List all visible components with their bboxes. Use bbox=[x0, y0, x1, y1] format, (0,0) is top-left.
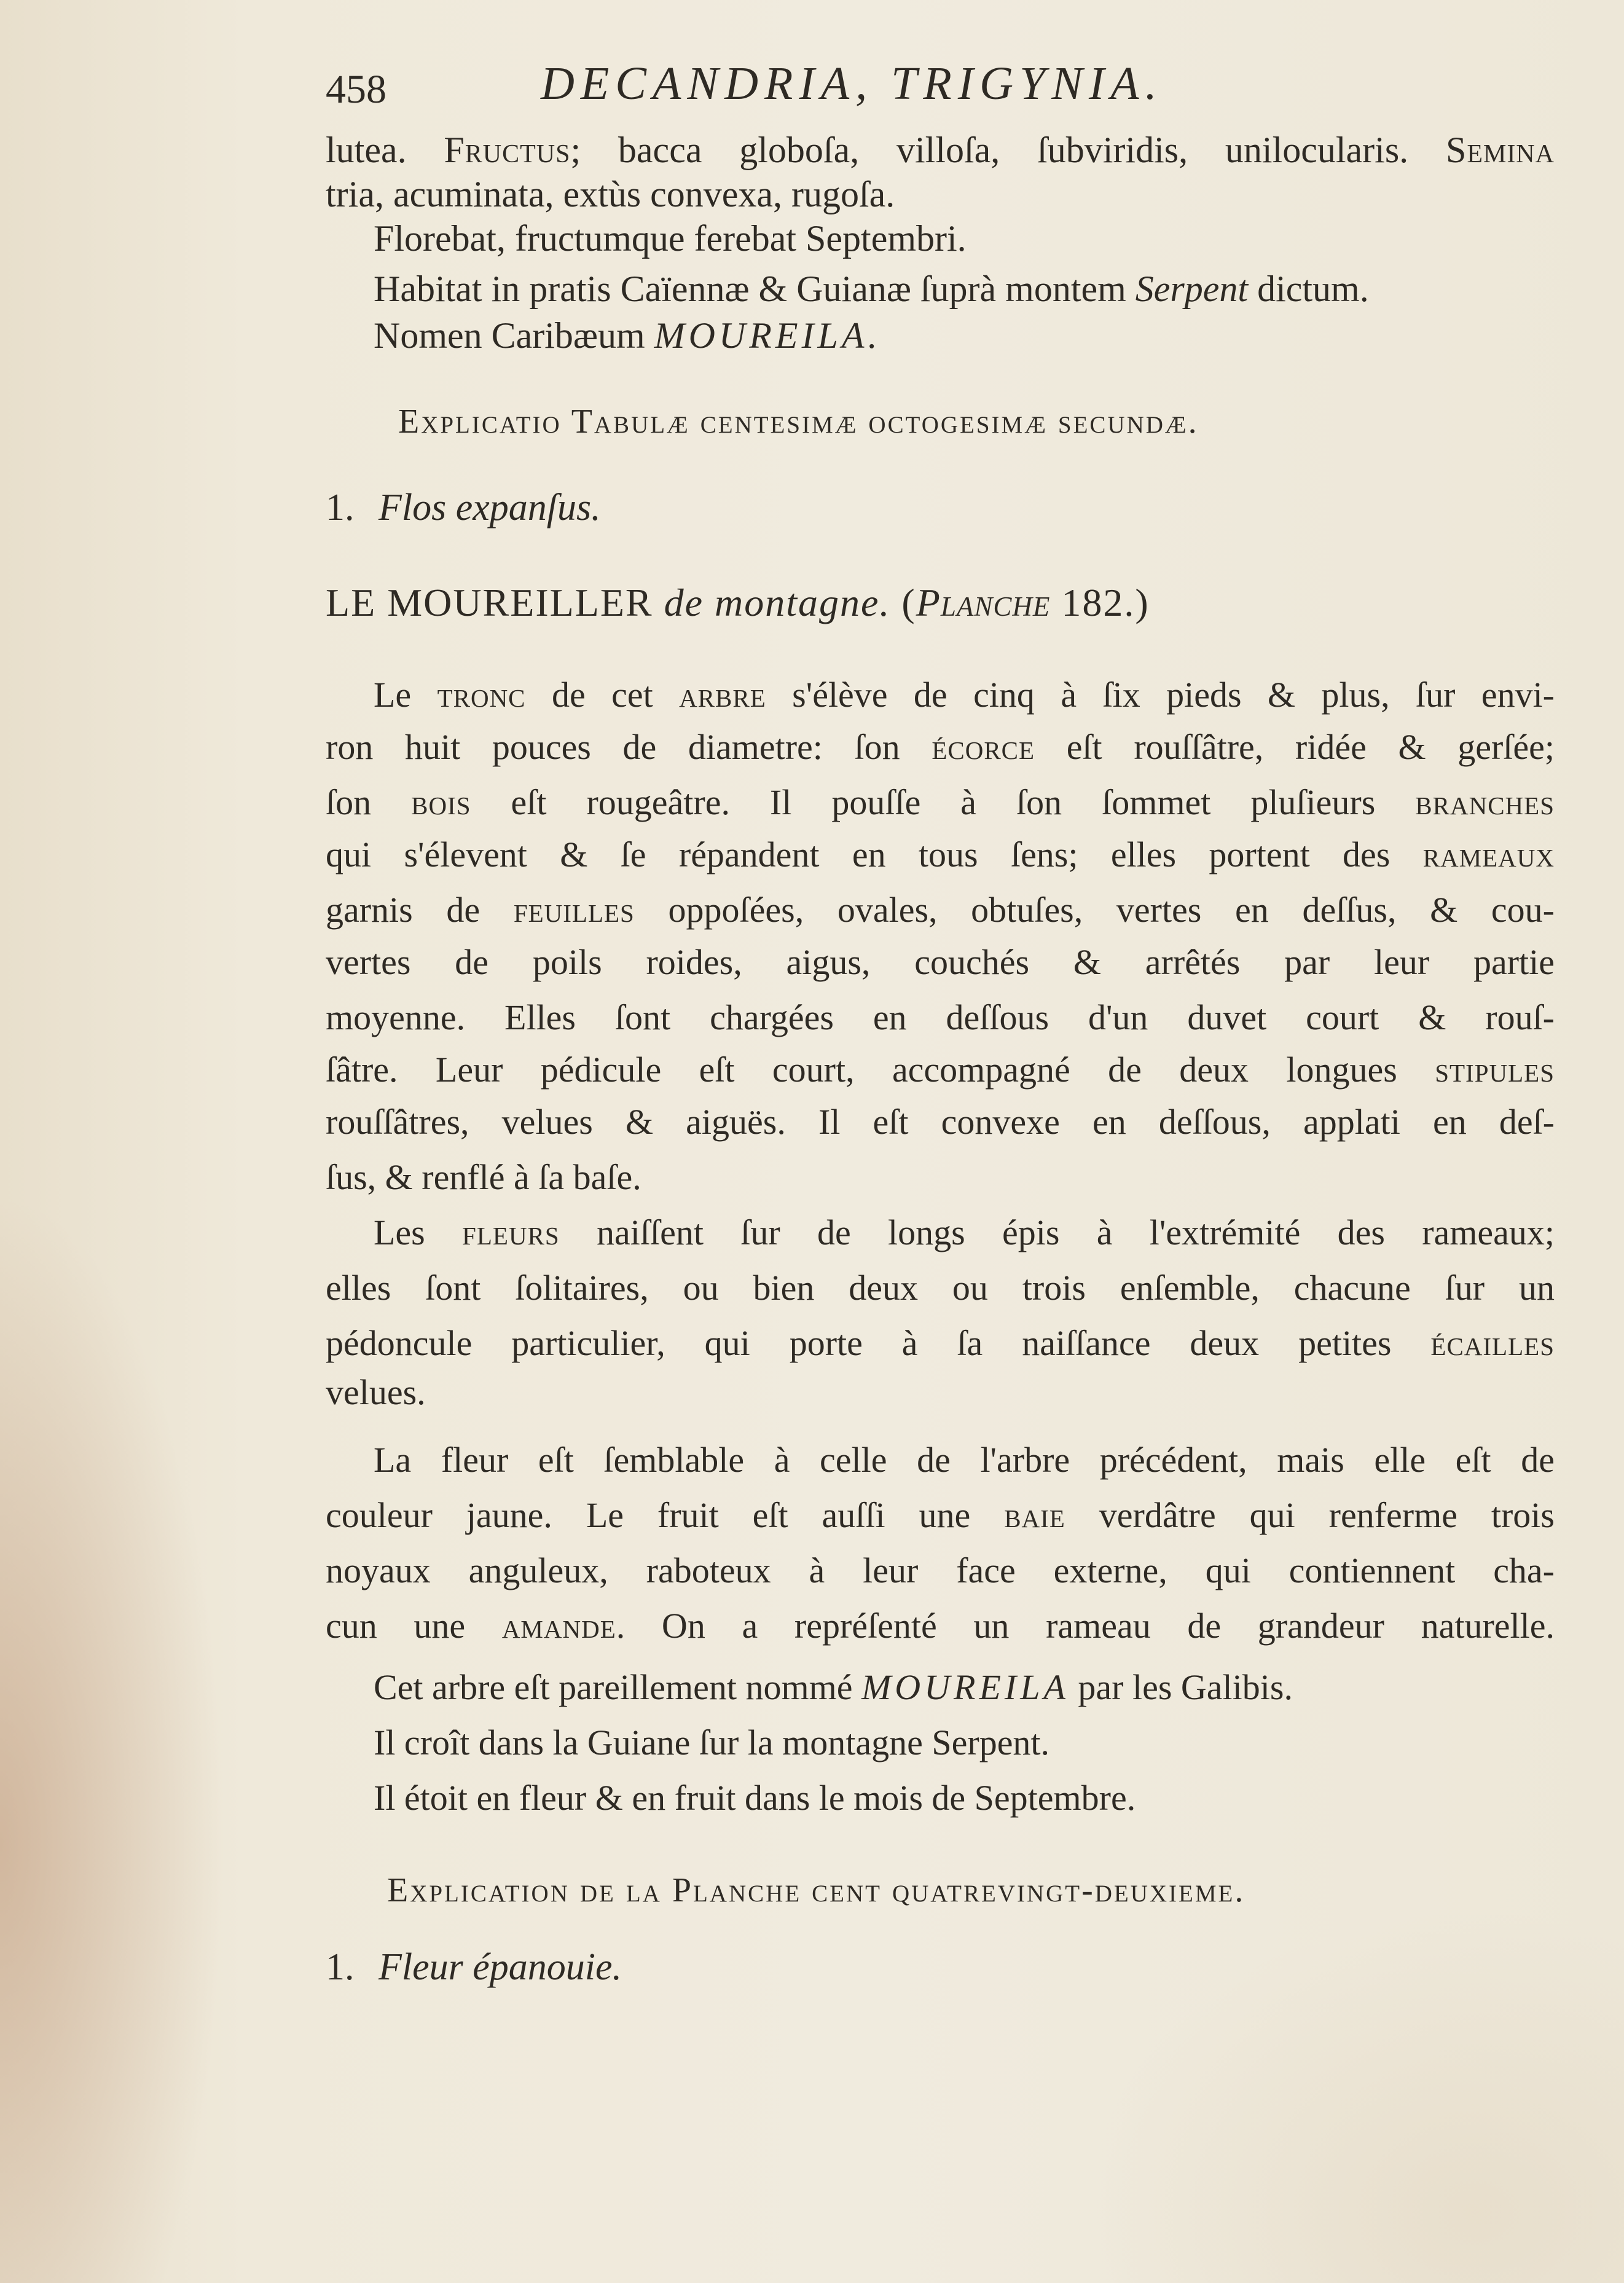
latin-line-2: tria, acuminata, extùs convexa, rugoſa. bbox=[326, 174, 895, 214]
french-p1-line-2: ron huit pouces de diametre: ſon écorce eſt rouſſâtre, ridée & gerſée; bbox=[326, 727, 1555, 767]
french-section-heading: LE MOUREILLER de montagne. (Planche 182.) bbox=[326, 581, 1150, 624]
french-p2-line-2: elles ſont ſolitaires, ou bien deux ou trois enſemble, chacune ſur un bbox=[326, 1268, 1555, 1308]
french-p1-line-6: vertes de poils roides, aigus, couchés & arrêtés par leur partie bbox=[326, 942, 1555, 982]
french-p1-line-1: Le tronc de cet arbre s'élève de cinq à ſix pieds & plus, ſur envi- bbox=[374, 675, 1555, 715]
latin-plate-item-1: 1. Flos expanſus. bbox=[326, 487, 601, 529]
french-p1-line-8: ſâtre. Leur pédicule eſt court, accompagné de deux longues stipules bbox=[326, 1050, 1555, 1090]
french-p2-line-4: velues. bbox=[326, 1372, 426, 1412]
french-p1-line-7: moyenne. Elles ſont chargées en deſſous d'un duvet court & rouſ- bbox=[326, 997, 1555, 1037]
french-p2-line-1: Les fleurs naiſſent ſur de longs épis à l'extrémité des rameaux; bbox=[374, 1212, 1555, 1252]
latin-line-5: Nomen Caribæum MOUREILA. bbox=[374, 315, 881, 356]
french-p3-line-3: noyaux anguleux, raboteux à leur face externe, qui contiennent cha- bbox=[326, 1550, 1555, 1590]
french-p5-line-1: Il croît dans la Guiane ſur la montagne Serpent. bbox=[374, 1723, 1050, 1762]
french-p6-line-1: Il étoit en fleur & en fruit dans le mois de Septembre. bbox=[374, 1778, 1136, 1818]
french-p1-line-4: qui s'élevent & ſe répandent en tous ſens; elles portent des rameaux bbox=[326, 835, 1555, 874]
french-p3-line-4: cun une amande. On a repréſenté un rameau de grandeur naturelle. bbox=[326, 1606, 1555, 1646]
french-p3-line-1: La fleur eſt ſemblable à celle de l'arbre précédent, mais elle eſt de bbox=[374, 1440, 1555, 1480]
french-p1-line-9: rouſſâtres, velues & aiguës. Il eſt convexe en deſſous, applati en deſ- bbox=[326, 1102, 1555, 1142]
french-p1-line-3: ſon bois eſt rougeâtre. Il pouſſe à ſon ſommet pluſieurs branches bbox=[326, 782, 1555, 822]
page-number: 458 bbox=[326, 67, 386, 112]
french-p1-line-10: ſus, & renflé à ſa baſe. bbox=[326, 1157, 641, 1197]
running-header: DECANDRIA, TRIGYNIA. bbox=[541, 58, 1163, 109]
latin-line-1: lutea. Fructus; bacca globoſa, villoſa, ſubviridis, unilocularis. Semina bbox=[326, 130, 1555, 170]
french-p1-line-5: garnis de feuilles oppoſées, ovales, obtuſes, vertes en deſſus, & cou- bbox=[326, 890, 1555, 930]
french-plate-item-1: 1. Fleur épanouie. bbox=[326, 1946, 622, 1988]
french-plate-explanation-heading: Explication de la Planche cent quatrevingt-deuxieme. bbox=[387, 1871, 1245, 1909]
french-p2-line-3: pédoncule particulier, qui porte à ſa naiſſance deux petites écailles bbox=[326, 1323, 1555, 1363]
latin-line-4: Habitat in pratis Caïennæ & Guianæ ſuprà montem Serpent dictum. bbox=[374, 269, 1369, 309]
latin-plate-explanation-heading: Explicatio Tabulæ centesimæ octogesimæ secundæ. bbox=[398, 403, 1199, 441]
french-p4-line-1: Cet arbre eſt pareillement nommé MOUREILA par les Galibis. bbox=[374, 1667, 1293, 1707]
french-p3-line-2: couleur jaune. Le fruit eſt auſſi une baie verdâtre qui renferme trois bbox=[326, 1495, 1555, 1535]
latin-line-3: Florebat, fructumque ferebat Septembri. bbox=[374, 218, 967, 259]
